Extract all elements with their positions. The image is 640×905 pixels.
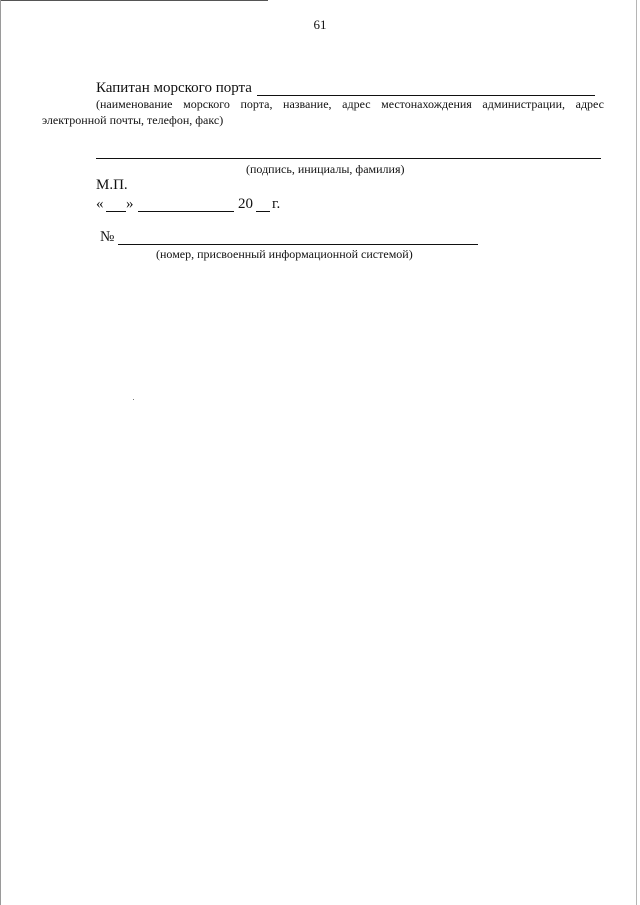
scan-edge-top: [0, 0, 268, 1]
captain-hint-line1: (наименование морского порта, название, адрес местонахождения администрации, адрес: [96, 97, 604, 111]
date-open-quote: «: [96, 196, 104, 212]
number-hint: (номер, присвоенный информационной системой): [156, 247, 413, 261]
date-day-line: [106, 211, 126, 212]
number-sign: №: [100, 229, 115, 245]
scan-edge-right: [636, 0, 637, 905]
number-fill-line: [118, 244, 478, 245]
signature-fill-line: [96, 158, 601, 159]
stamp-label: М.П.: [96, 177, 128, 193]
signature-hint: (подпись, инициалы, фамилия): [246, 162, 405, 176]
date-year-prefix: 20: [238, 196, 253, 212]
date-month-line: [138, 211, 234, 212]
scan-speck: [133, 399, 134, 400]
captain-hint-line2: электронной почты, телефон, факс): [42, 113, 224, 127]
date-year-line: [256, 211, 270, 212]
captain-fill-line: [257, 95, 595, 96]
date-close-quote: »: [126, 196, 134, 212]
captain-label: Капитан морского порта: [96, 80, 252, 96]
date-year-suffix: г.: [272, 196, 281, 212]
page-number: 61: [313, 17, 327, 32]
scan-edge-left: [0, 0, 1, 905]
